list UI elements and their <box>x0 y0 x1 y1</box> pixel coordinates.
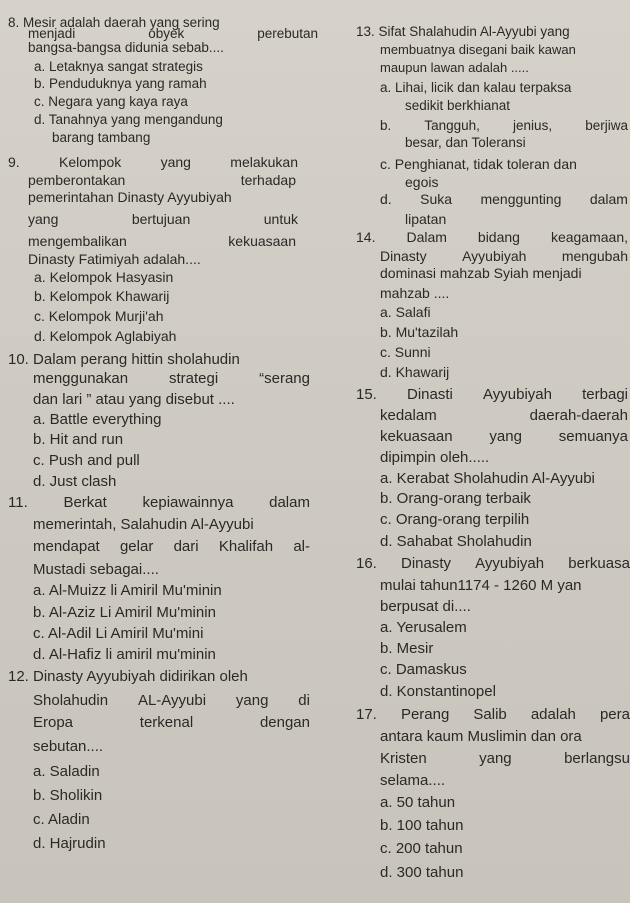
left-line-4-a-letaknya-sangat-strategis: a. Letaknya sangat strategis <box>34 59 203 74</box>
left-line-11-pemerintahan-dinasty-ayyubiyah: pemerintahan Dinasty Ayyubiyah <box>28 189 232 205</box>
right-line-27-d-sahabat-sholahudin: d. Sahabat Sholahudin <box>380 533 532 550</box>
left-line-19-10-dalam-perang-hittin-sholahudi: 10. Dalam perang hittin sholahudin <box>8 351 240 368</box>
left-line-9-9-kelompok-yang-melakukan: 9. Kelompok yang melakukan <box>8 154 298 170</box>
left-line-21-dan-lari-atau-yang-disebut: dan lari ” atau yang disebut .... <box>33 391 235 408</box>
left-line-15-a-kelompok-hasyasin: a. Kelompok Hasyasin <box>34 269 174 285</box>
right-line-16-a-salafi: a. Salafi <box>380 304 431 320</box>
right-line-31-a-yerusalem: a. Yerusalem <box>380 619 467 636</box>
right-line-40-b-100-tahun: b. 100 tahun <box>380 817 464 834</box>
left-line-36-eropa-terkenal-dengan: Eropa terkenal dengan <box>33 714 310 731</box>
left-line-31-b-al-aziz-li-amiril-mu-minin: b. Al-Aziz Li Amiril Mu'minin <box>33 604 216 621</box>
left-line-16-b-kelompok-khawarij: b. Kelompok Khawarij <box>34 288 170 304</box>
right-line-21-kedalam-daerah-daerah: kedalam daerah-daerah <box>380 407 628 424</box>
right-line-25-b-orang-orang-terbaik: b. Orang-orang terbaik <box>380 490 531 507</box>
left-line-33-d-al-hafiz-li-amiril-mu-minin: d. Al-Hafiz li amiril mu'minin <box>33 646 216 663</box>
right-line-36-antara-kaum-muslimin-dan-ora: antara kaum Muslimin dan ora <box>380 728 582 745</box>
right-line-3-maupun-lawan-adalah: maupun lawan adalah ..... <box>380 60 529 75</box>
left-line-37-sebutan: sebutan.... <box>33 738 104 755</box>
left-line-32-c-al-adil-li-amiril-mu-mini: c. Al-Adil Li Amiril Mu'mini <box>33 625 204 642</box>
right-line-28-16-dinasty-ayyubiyah-berkuasa: 16. Dinasty Ayyubiyah berkuasa <box>356 555 630 572</box>
left-line-20-menggunakan-strategi-serang: menggunakan strategi “serang <box>33 370 310 387</box>
right-line-18-c-sunni: c. Sunni <box>380 344 431 360</box>
right-line-29-mulai-tahun1174-1260-m-yan: mulai tahun1174 - 1260 M yan <box>380 577 582 594</box>
right-line-39-a-50-tahun: a. 50 tahun <box>380 794 456 811</box>
left-line-10-pemberontakan-terhadap: pemberontakan terhadap <box>28 172 296 188</box>
left-line-38-a-saladin: a. Saladin <box>33 763 100 780</box>
left-line-17-c-kelompok-murji-ah: c. Kelompok Murji'ah <box>34 308 164 324</box>
right-line-2-membuatnya-disegani-baik-kawan: membuatnya disegani baik kawan <box>380 42 576 57</box>
right-line-41-c-200-tahun: c. 200 tahun <box>380 840 463 857</box>
right-line-32-b-mesir: b. Mesir <box>380 640 434 657</box>
right-line-42-d-300-tahun: d. 300 tahun <box>380 864 464 881</box>
left-line-6-c-negara-yang-kaya-raya: c. Negara yang kaya raya <box>34 94 188 109</box>
right-line-12-14-dalam-bidang-keagamaan: 14. Dalam bidang keagamaan, <box>356 229 628 245</box>
left-line-13-mengembalikan-kekuasaan: mengembalikan kekuasaan <box>28 233 296 249</box>
left-line-26-11-berkat-kepiawainnya-dalam: 11. Berkat kepiawainnya dalam <box>8 494 310 511</box>
left-line-5-b-penduduknya-yang-ramah: b. Penduduknya yang ramah <box>34 76 207 91</box>
right-line-9-egois: egois <box>405 174 439 190</box>
left-line-1-8-mesir-adalah-daerah-yang-serin: 8. Mesir adalah daerah yang sering <box>8 15 220 30</box>
left-line-8-barang-tambang: barang tambang <box>52 130 151 145</box>
right-line-19-d-khawarij: d. Khawarij <box>380 364 450 380</box>
right-line-1-13-sifat-shalahudin-al-ayyubi-ya: 13. Sifat Shalahudin Al-Ayyubi yang <box>356 24 570 39</box>
left-line-28-mendapat-gelar-dari-khalifah-al: mendapat gelar dari Khalifah al- <box>33 538 310 555</box>
left-line-27-memerintah-salahudin-al-ayyubi: memerintah, Salahudin Al-Ayyubi <box>33 516 254 533</box>
right-line-10-d-suka-menggunting-dalam: d. Suka menggunting dalam <box>380 191 628 207</box>
left-line-18-d-kelompok-aglabiyah: d. Kelompok Aglabiyah <box>34 328 177 344</box>
left-line-30-a-al-muizz-li-amiril-mu-minin: a. Al-Muizz li Amiril Mu'minin <box>33 582 222 599</box>
right-line-33-c-damaskus: c. Damaskus <box>380 661 467 678</box>
right-line-5-sedikit-berkhianat: sedikit berkhianat <box>405 98 511 113</box>
left-line-24-c-push-and-pull: c. Push and pull <box>33 452 140 469</box>
right-line-15-mahzab: mahzab .... <box>380 285 450 301</box>
left-line-22-a-battle-everything: a. Battle everything <box>33 411 162 428</box>
left-line-41-d-hajrudin: d. Hajrudin <box>33 835 106 852</box>
left-line-39-b-sholikin: b. Sholikin <box>33 787 103 804</box>
right-line-35-17-perang-salib-adalah-pera: 17. Perang Salib adalah pera <box>356 706 630 723</box>
right-line-13-dinasty-ayyubiyah-mengubah: Dinasty Ayyubiyah mengubah <box>380 248 628 264</box>
right-line-4-a-lihai-licik-dan-kalau-terpaksa: a. Lihai, licik dan kalau terpaksa <box>380 80 572 95</box>
right-line-14-dominasi-mahzab-syiah-menjadi: dominasi mahzab Syiah menjadi <box>380 265 582 281</box>
right-line-20-15-dinasti-ayyubiyah-terbagi: 15. Dinasti Ayyubiyah terbagi <box>356 386 628 403</box>
right-line-34-d-konstantinopel: d. Konstantinopel <box>380 683 496 700</box>
left-line-14-dinasty-fatimiyah-adalah: Dinasty Fatimiyah adalah.... <box>28 251 201 267</box>
left-line-7-d-tanahnya-yang-mengandung: d. Tanahnya yang mengandung <box>34 112 223 127</box>
right-line-23-dipimpin-oleh: dipimpin oleh..... <box>380 449 490 466</box>
left-line-35-sholahudin-al-ayyubi-yang-di: Sholahudin AL-Ayyubi yang di <box>33 692 310 709</box>
right-line-7-besar-dan-toleransi: besar, dan Toleransi <box>405 135 526 150</box>
left-line-3-bangsa-bangsa-didunia-sebab: bangsa-bangsa didunia sebab.... <box>28 40 224 55</box>
right-line-26-c-orang-orang-terpilih: c. Orang-orang terpilih <box>380 511 530 528</box>
left-line-2-menjadi-obyek-perebutan: menjadi obyek perebutan <box>28 26 318 41</box>
right-line-11-lipatan: lipatan <box>405 211 447 227</box>
left-line-23-b-hit-and-run: b. Hit and run <box>33 431 124 448</box>
left-line-25-d-just-clash: d. Just clash <box>33 473 117 490</box>
left-line-34-12-dinasty-ayyubiyah-didirikan-o: 12. Dinasty Ayyubiyah didirikan oleh <box>8 668 248 685</box>
right-line-6-b-tangguh-jenius-berjiwa: b. Tangguh, jenius, berjiwa <box>380 118 628 133</box>
left-line-40-c-aladin: c. Aladin <box>33 811 90 828</box>
left-line-29-mustadi-sebagai: Mustadi sebagai.... <box>33 561 159 578</box>
right-line-30-berpusat-di: berpusat di.... <box>380 598 471 615</box>
right-line-22-kekuasaan-yang-semuanya: kekuasaan yang semuanya <box>380 428 628 445</box>
right-line-17-b-mu-tazilah: b. Mu'tazilah <box>380 324 459 340</box>
right-line-24-a-kerabat-sholahudin-al-ayyubi: a. Kerabat Sholahudin Al-Ayyubi <box>380 470 595 487</box>
right-line-37-kristen-yang-berlangsu: Kristen yang berlangsu <box>380 750 630 767</box>
left-line-12-yang-bertujuan-untuk: yang bertujuan untuk <box>28 211 298 227</box>
right-line-38-selama: selama.... <box>380 772 446 789</box>
right-line-8-c-penghianat-tidak-toleran-dan: c. Penghianat, tidak toleran dan <box>380 156 577 172</box>
